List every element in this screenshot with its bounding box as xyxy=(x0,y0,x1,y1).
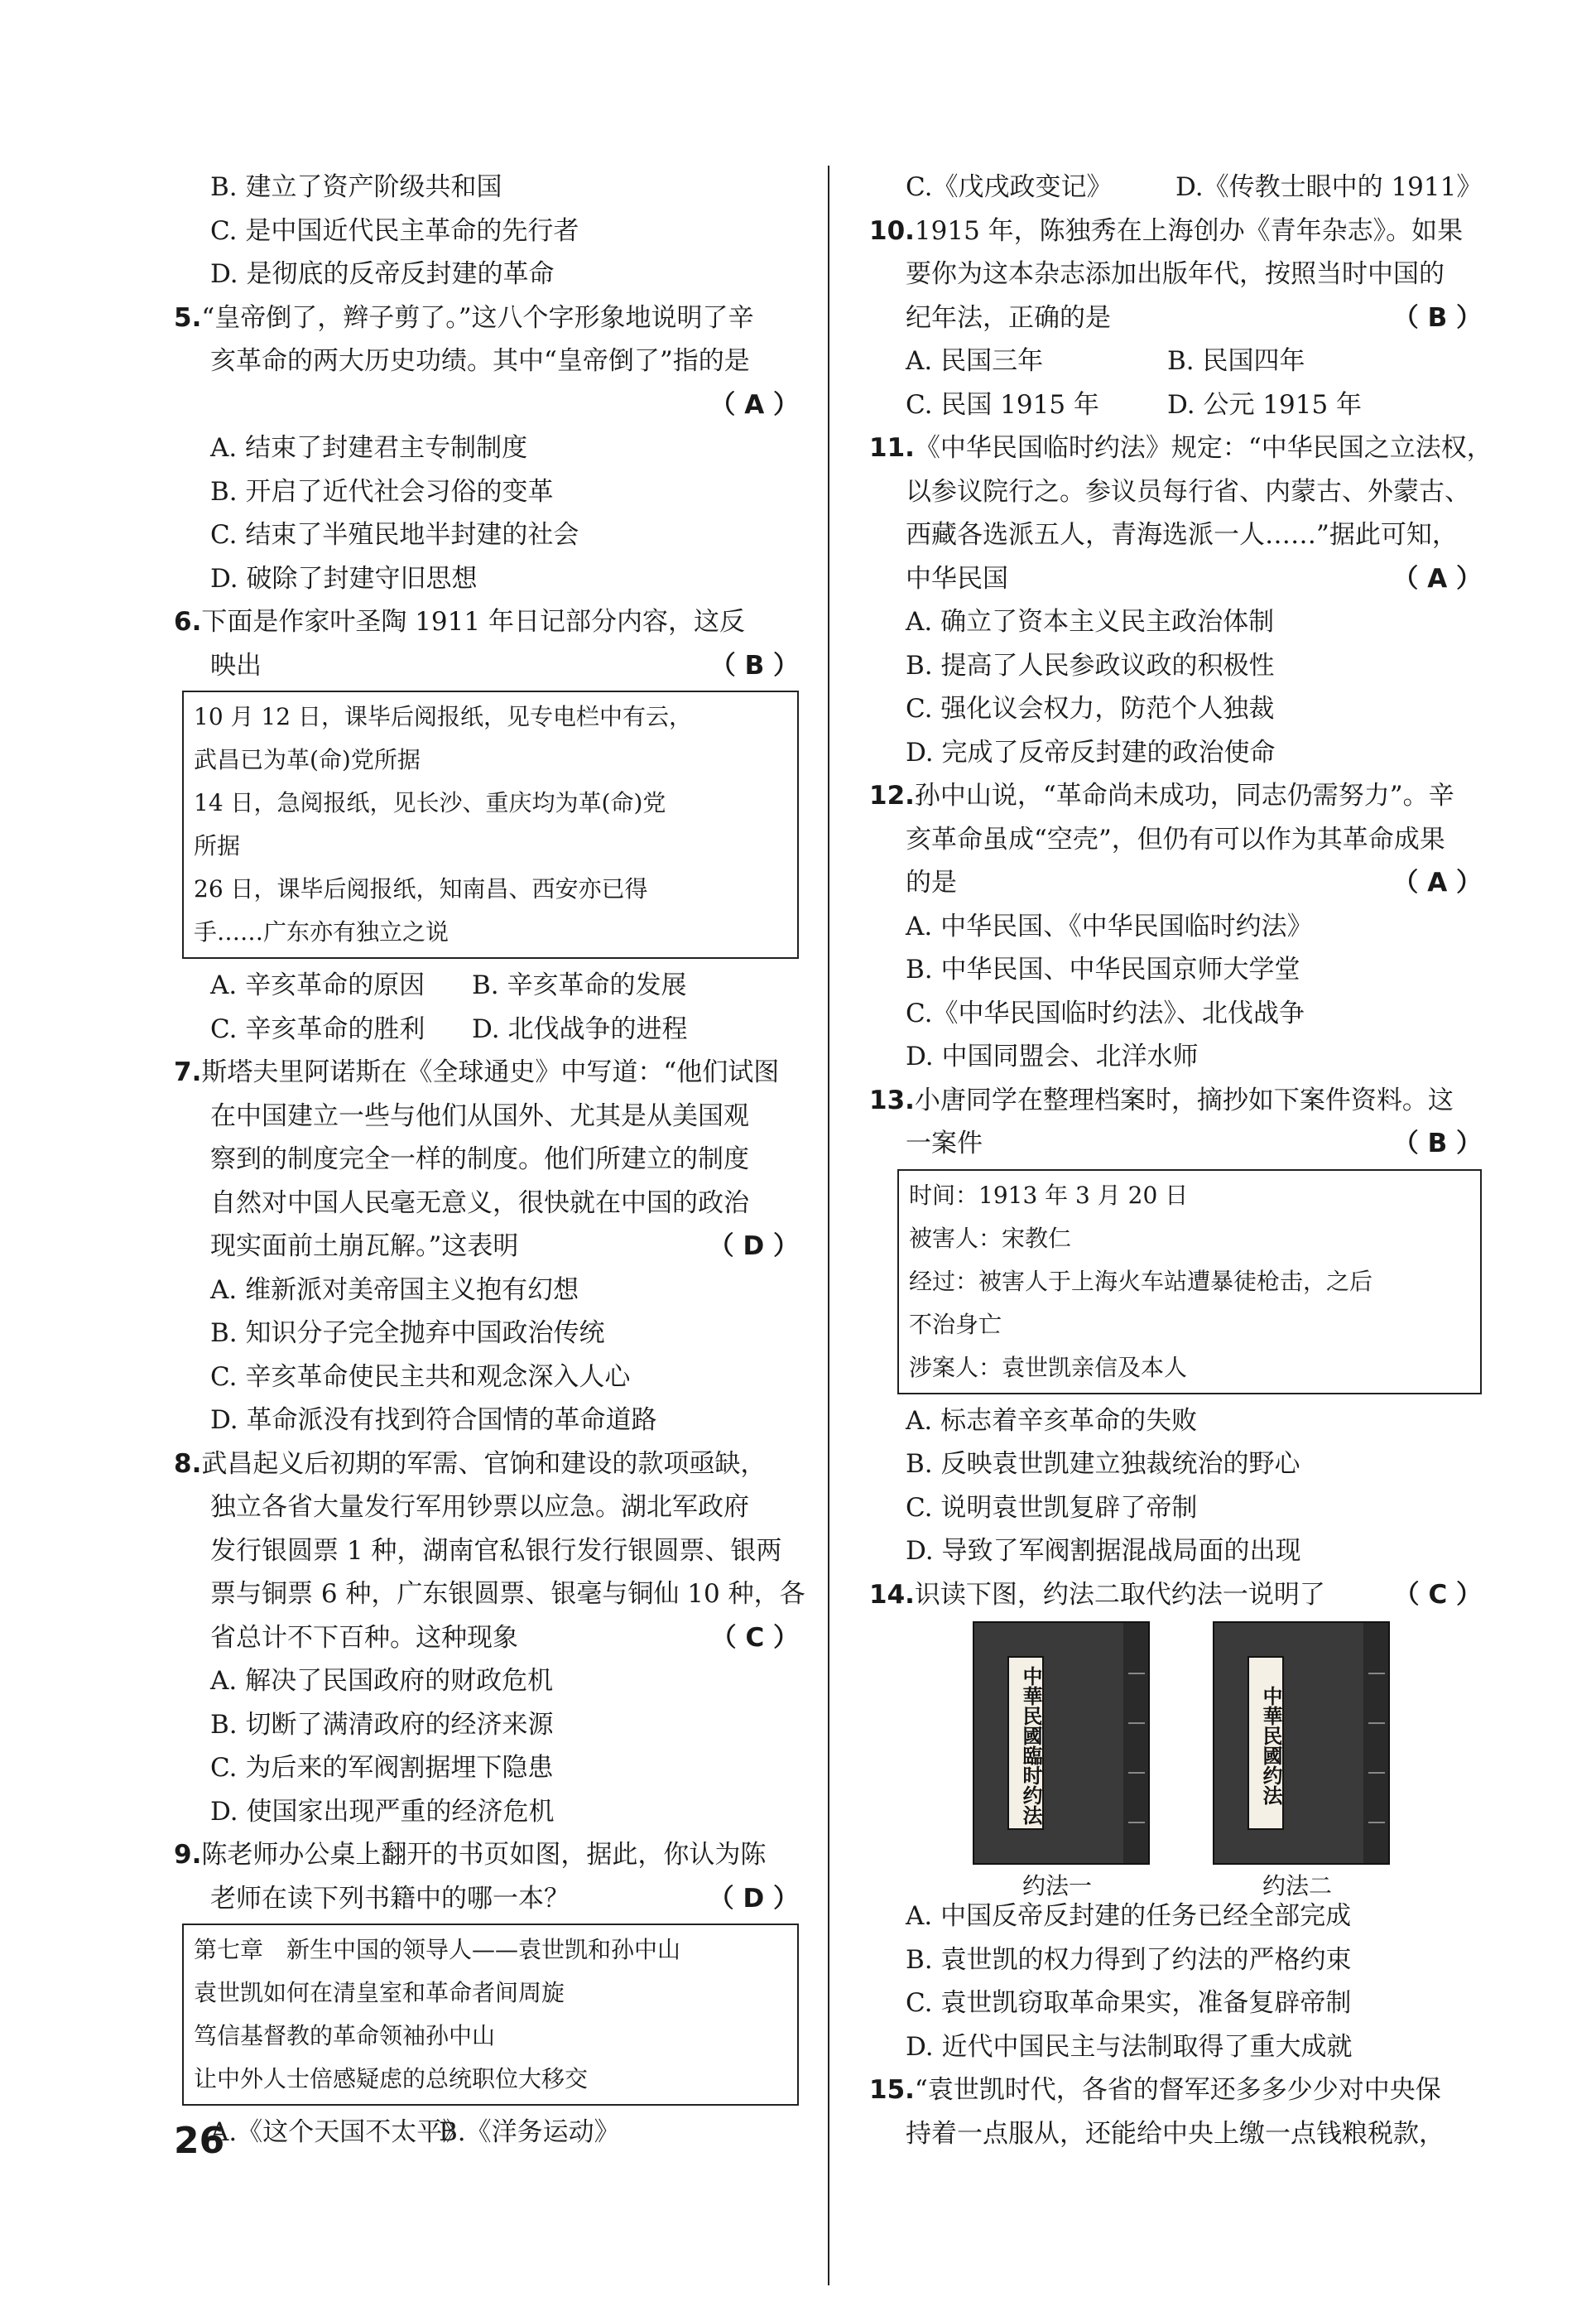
box-line: 所据 xyxy=(194,832,241,859)
box-line: 第七章 新生中国的领导人——袁世凯和孙中山 xyxy=(194,1936,681,1963)
box-line: 10 月 12 日，课毕后阅报纸，见专电栏中有云， xyxy=(194,703,692,730)
question-10-line xyxy=(869,209,1482,253)
question-12-line xyxy=(869,861,1482,905)
question-13-line xyxy=(869,1122,1482,1166)
question-text: 小唐同学在整理档案时，摘抄如下案件资料。这 xyxy=(914,1085,1454,1115)
option: C. 为后来的军阀割据埋下隐患 xyxy=(210,1753,554,1783)
question-15-line: 持着一点服从，还能给中央上缴一点钱粮税款， xyxy=(906,2118,1445,2149)
left-column xyxy=(174,166,805,2155)
book-image-2 xyxy=(1213,1621,1390,1865)
question-12-line xyxy=(869,774,1482,818)
question-7-line xyxy=(174,1051,799,1095)
option: A. 结束了封建君主专制制度 xyxy=(210,433,528,463)
question-number: 13. xyxy=(869,1085,915,1115)
option: D. 使国家出现严重的经济危机 xyxy=(210,1796,555,1827)
option: D. 完成了反帝反封建的政治使命 xyxy=(906,737,1276,768)
option: C. 结束了半殖民地半封建的社会 xyxy=(210,520,579,550)
box-line: 不治身亡 xyxy=(909,1310,1002,1338)
figure-caption: 约法一 xyxy=(1022,1872,1093,1900)
question-8-line xyxy=(174,1616,799,1660)
diary-excerpt-box xyxy=(182,691,799,959)
question-5-line xyxy=(174,296,799,340)
option: C. 辛亥革命的胜利 xyxy=(210,1014,425,1044)
question-11-line: 西藏各选派五人，青海选派一人……”据此可知， xyxy=(906,520,1458,550)
question-number: 14. xyxy=(869,1579,915,1610)
option: A. 辛亥革命的原因 xyxy=(210,970,425,1000)
option: A. 中国反帝反封建的任务已经全部完成 xyxy=(906,1901,1352,1931)
question-text: 现实面前土崩瓦解。”这表明 xyxy=(210,1231,519,1261)
book-title: 中華民國臨时约法 xyxy=(1007,1656,1044,1830)
option: B. 知识分子完全抛弃中国政治传统 xyxy=(210,1318,605,1348)
book-binding xyxy=(1363,1623,1388,1863)
option: A. 维新派对美帝国主义抱有幻想 xyxy=(210,1274,579,1305)
answer: （ D ） xyxy=(708,1883,799,1914)
box-line: 手……广东亦有独立之说 xyxy=(194,918,449,946)
option: C. 说明袁世凯复辟了帝制 xyxy=(906,1492,1198,1523)
option: D. 是彻底的反帝反封建的革命 xyxy=(210,259,555,289)
option-row xyxy=(869,339,1482,383)
question-10-line xyxy=(869,296,1482,340)
question-text: 《中华民国临时约法》规定：“中华民国之立法权， xyxy=(914,433,1493,463)
question-8-line xyxy=(174,1442,799,1486)
answer: （ B ） xyxy=(1392,1129,1482,1158)
question-text: 1915 年，陈独秀在上海创办《青年杂志》。如果 xyxy=(914,215,1464,246)
question-text: 下面是作家叶圣陶 1911 年日记部分内容，这反 xyxy=(201,607,745,637)
question-12-line: 亥革命虽成“空壳”，但仍有可以作为其革命成果 xyxy=(906,824,1445,855)
question-text: 斯塔夫里阿诺斯在《全球通史》中写道：“他们试图 xyxy=(201,1057,780,1087)
option: B. 提高了人民参政议政的积极性 xyxy=(906,650,1275,681)
option: B. 建立了资产阶级共和国 xyxy=(210,172,502,202)
right-column xyxy=(869,166,1493,2155)
question-text: “皇帝倒了，辫子剪了。”这八个字形象地说明了辛 xyxy=(201,302,754,333)
box-line: 笃信基督教的革命领袖孙中山 xyxy=(194,2022,496,2049)
option: C. 辛亥革命使民主共和观念深入人心 xyxy=(210,1361,631,1392)
option: B. 中华民国、中华民国京师大学堂 xyxy=(906,955,1300,985)
option: D. 北伐战争的进程 xyxy=(472,1014,688,1044)
option-row xyxy=(174,2111,799,2155)
option: A.《这个天国不太平》 xyxy=(210,2117,469,2147)
answer: （ B ） xyxy=(1392,302,1482,333)
book-page-box xyxy=(182,1924,799,2106)
question-14-line xyxy=(869,1573,1482,1617)
box-line: 袁世凯如何在清皇室和革命者间周旋 xyxy=(194,1979,565,2006)
case-record-box xyxy=(897,1169,1482,1394)
option: A. 解决了民国政府的财政危机 xyxy=(210,1666,554,1696)
question-number: 10. xyxy=(869,215,915,246)
question-number: 6. xyxy=(174,607,202,637)
option-row xyxy=(174,1008,799,1052)
question-5-line: 亥革命的两大历史功绩。其中“皇帝倒了”指的是 xyxy=(210,346,750,376)
box-line: 让中外人士倍感疑虑的总统职位大移交 xyxy=(194,2065,589,2092)
option: B.《洋务运动》 xyxy=(439,2117,620,2147)
option: D. 破除了封建守旧思想 xyxy=(210,563,478,594)
question-10-line: 要你为这本杂志添加出版年代，按照当时中国的 xyxy=(906,259,1445,289)
option: D. 革命派没有找到符合国情的革命道路 xyxy=(210,1405,657,1435)
box-line: 时间：1913 年 3 月 20 日 xyxy=(909,1181,1189,1209)
option: A. 确立了资本主义民主政治体制 xyxy=(906,607,1275,637)
question-8-line: 票与铜票 6 种，广东银圆票、银毫与铜仙 10 种，各 xyxy=(210,1579,805,1609)
option-row xyxy=(869,383,1482,427)
question-text: 中华民国 xyxy=(906,563,1008,594)
answer: （ C ） xyxy=(1393,1579,1482,1610)
question-6-line xyxy=(174,600,799,644)
option: C. 袁世凯窃取革命果实，准备复辟帝制 xyxy=(906,1988,1352,2018)
question-text: “袁世凯时代，各省的督军还多多少少对中央保 xyxy=(914,2075,1441,2105)
answer: （ A ） xyxy=(709,389,799,420)
box-line: 被害人：宋教仁 xyxy=(909,1224,1072,1252)
box-line: 26 日，课毕后阅报纸，知南昌、西安亦已得 xyxy=(194,875,648,903)
answer: （ C ） xyxy=(710,1622,799,1653)
question-text: 孙中山说，“革命尚未成功，同志仍需努力”。辛 xyxy=(914,781,1454,811)
answer: （ B ） xyxy=(709,650,799,681)
question-11-line: 以参议院行之。参议员每行省、内蒙古、外蒙古、 xyxy=(906,476,1470,507)
question-7-line: 自然对中国人民毫无意义，很快就在中国的政治 xyxy=(210,1187,749,1218)
box-line: 涉案人：袁世凯亲信及本人 xyxy=(909,1353,1188,1381)
option: D. 近代中国民主与法制取得了重大成就 xyxy=(906,2031,1353,2062)
question-7-line: 在中国建立一些与他们从国外、尤其是从美国观 xyxy=(210,1100,749,1131)
question-number: 9. xyxy=(174,1840,202,1870)
option: A. 标志着辛亥革命的失败 xyxy=(906,1405,1198,1436)
question-number: 5. xyxy=(174,302,202,333)
question-number: 11. xyxy=(869,433,915,463)
column-divider xyxy=(828,166,829,2285)
question-text: 武昌起义后初期的军需、官饷和建设的款项亟缺， xyxy=(201,1448,767,1479)
question-7-line: 察到的制度完全一样的制度。他们所建立的制度 xyxy=(210,1144,749,1174)
book-image-1 xyxy=(973,1621,1150,1865)
option: C.《中华民国临时约法》、北伐战争 xyxy=(906,998,1305,1028)
option-row xyxy=(869,166,1482,209)
question-15-line xyxy=(869,2068,1482,2112)
question-number: 12. xyxy=(869,781,915,811)
book-binding xyxy=(1123,1623,1148,1863)
box-line: 经过：被害人于上海火车站遭暴徒枪击，之后 xyxy=(909,1267,1373,1295)
question-8-line: 独立各省大量发行军用钞票以应急。湖北军政府 xyxy=(210,1492,749,1522)
question-13-line xyxy=(869,1079,1482,1123)
figure-caption: 约法二 xyxy=(1262,1872,1333,1900)
option: A. 中华民国、《中华民国临时约法》 xyxy=(906,911,1313,941)
option: B. 开启了近代社会习俗的变革 xyxy=(210,476,554,507)
question-9-line xyxy=(174,1877,799,1921)
answer: （ A ） xyxy=(1392,868,1482,898)
question-number: 7. xyxy=(174,1057,202,1087)
option: D.《传教士眼中的 1911》 xyxy=(1175,172,1483,202)
option: B. 切断了满清政府的经济来源 xyxy=(210,1709,554,1740)
question-11-line xyxy=(869,557,1482,601)
option: C. 民国 1915 年 xyxy=(906,389,1099,420)
question-text: 老师在读下列书籍中的哪一本？ xyxy=(210,1883,570,1914)
book-title: 中華民國约法 xyxy=(1247,1656,1284,1830)
question-8-line: 发行银圆票 1 种，湖南官私银行发行银圆票、银两 xyxy=(210,1535,782,1566)
question-7-line xyxy=(174,1225,799,1269)
option: D. 导致了军阀割据混战局面的出现 xyxy=(906,1536,1301,1566)
question-9-line xyxy=(174,1833,799,1877)
option: C. 强化议会权力，防范个人独裁 xyxy=(906,694,1275,724)
question-6-line xyxy=(174,644,799,688)
question-number: 15. xyxy=(869,2075,915,2105)
answer: （ A ） xyxy=(1392,563,1482,594)
question-text: 识读下图，约法二取代约法一说明了 xyxy=(914,1579,1325,1610)
option: B. 袁世凯的权力得到了约法的严格约束 xyxy=(906,1944,1352,1975)
option: C.《戊戌政变记》 xyxy=(906,172,1113,202)
option: D. 中国同盟会、北洋水师 xyxy=(906,1042,1199,1071)
page-number: 26 xyxy=(174,2120,225,2162)
option-row xyxy=(174,964,799,1008)
constitution-figures xyxy=(869,1621,1482,1900)
option: B. 民国四年 xyxy=(1167,346,1305,376)
option: D. 公元 1915 年 xyxy=(1167,389,1363,420)
question-text: 省总计不下百种。这种现象 xyxy=(210,1622,518,1653)
option: B. 辛亥革命的发展 xyxy=(472,970,687,1000)
option: C. 是中国近代民主革命的先行者 xyxy=(210,215,579,246)
question-number: 8. xyxy=(174,1448,202,1479)
answer: （ D ） xyxy=(708,1231,799,1261)
question-text: 一案件 xyxy=(906,1129,983,1158)
box-line: 武昌已为革(命)党所据 xyxy=(194,746,421,773)
question-text: 映出 xyxy=(210,650,262,681)
box-line: 14 日，急阅报纸，见长沙、重庆均为革(命)党 xyxy=(194,789,666,816)
option: B. 反映袁世凯建立独裁统治的野心 xyxy=(906,1449,1300,1479)
question-11-line xyxy=(869,426,1493,470)
question-text: 陈老师办公桌上翻开的书页如图，据此，你认为陈 xyxy=(201,1840,767,1870)
option: A. 民国三年 xyxy=(906,346,1044,376)
question-5-answer-line xyxy=(174,383,799,427)
question-text: 纪年法，正确的是 xyxy=(906,302,1111,333)
question-text: 的是 xyxy=(906,868,957,898)
